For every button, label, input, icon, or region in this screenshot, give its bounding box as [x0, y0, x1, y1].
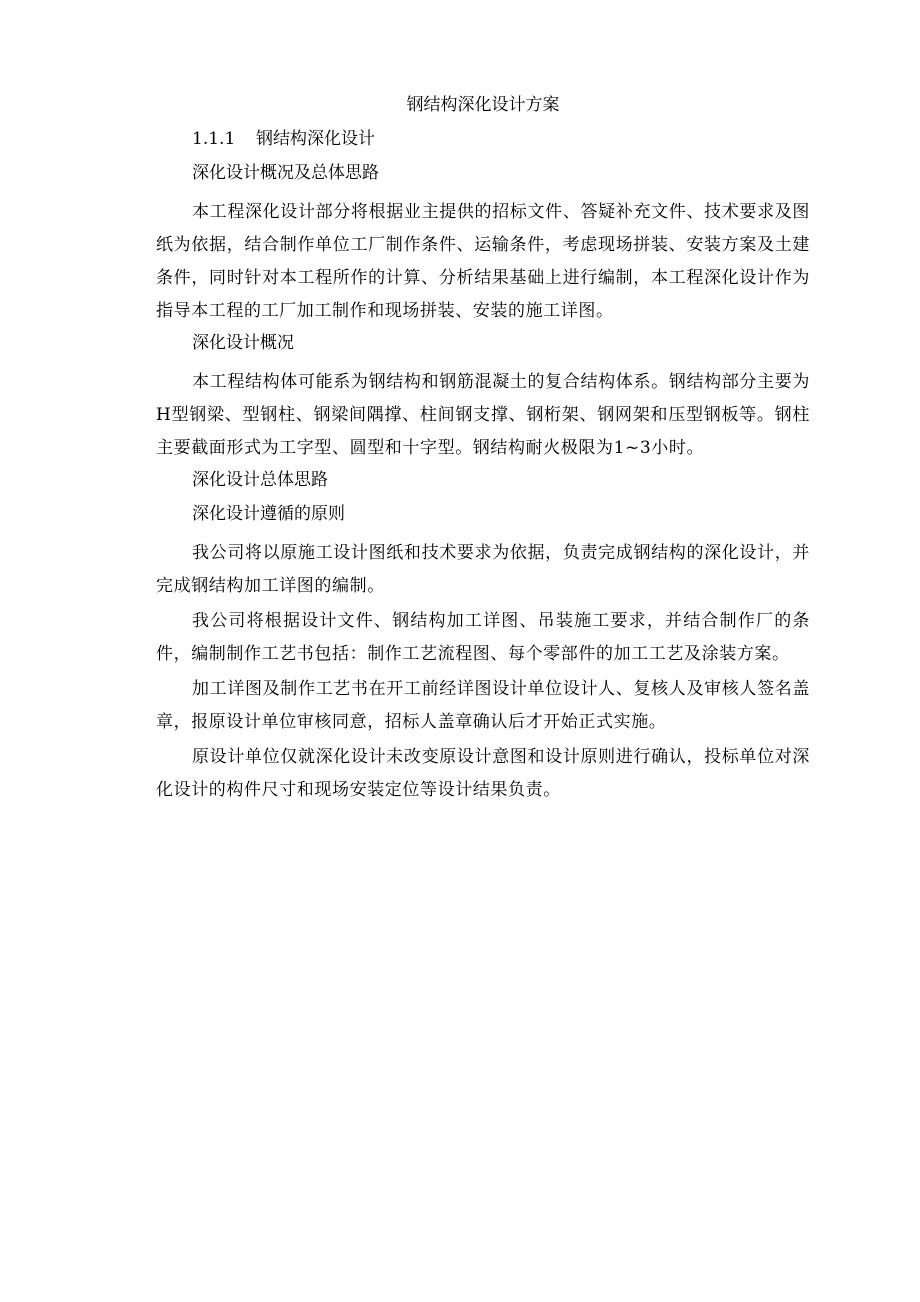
heading-overview: 深化设计概况: [192, 333, 294, 353]
section-number: 1.1.1: [192, 129, 236, 149]
document-title: 钢结构深化设计方案: [406, 95, 560, 115]
paragraph-overview: 本工程结构体可能系为钢结构和钢筋混凝土的复合结构体系。钢结构部分主要为H型钢梁、型钢柱、钢梁间隅撑、柱间钢支撑、钢桁架、钢网架和压型钢板等。钢柱主要截面形式为工字型、圆型和十字型。钢结构耐火极限为1~3小时。: [156, 372, 810, 458]
heading-principles: 深化设计遵循的原则: [192, 504, 345, 524]
paragraph-principle-1: 我公司将以原施工设计图纸和技术要求为依据，负责完成钢结构的深化设计，并完成钢结构加工详图的编制。: [156, 543, 810, 596]
paragraph-intro: 本工程深化设计部分将根据业主提供的招标文件、答疑补充文件、技术要求及图纸为依据，结合制作单位工厂制作条件、运输条件，考虑现场拼装、安装方案及土建条件，同时针对本工程所作的计算、分析结果基础上进行编制，本工程深化设计作为指导本工程的工厂加工制作和现场拼装、安装的施工详图。: [156, 202, 810, 321]
paragraph-principle-3: 加工详图及制作工艺书在开工前经详图设计单位设计人、复核人及审核人签名盖章，报原设计单位审核同意，招标人盖章确认后才开始正式实施。: [156, 679, 810, 732]
paragraph-principle-2: 我公司将根据设计文件、钢结构加工详图、吊装施工要求，并结合制作厂的条件，编制制作工艺书包括：制作工艺流程图、每个零部件的加工工艺及涂装方案。: [156, 611, 810, 664]
section-title: 钢结构深化设计: [256, 129, 375, 149]
heading-overview-approach: 深化设计概况及总体思路: [192, 163, 379, 183]
section-heading: [156, 128, 810, 150]
heading-approach: 深化设计总体思路: [192, 470, 328, 490]
paragraph-principle-4: 原设计单位仅就深化设计未改变原设计意图和设计原则进行确认，投标单位对深化设计的构件尺寸和现场安装定位等设计结果负责。: [156, 747, 810, 800]
